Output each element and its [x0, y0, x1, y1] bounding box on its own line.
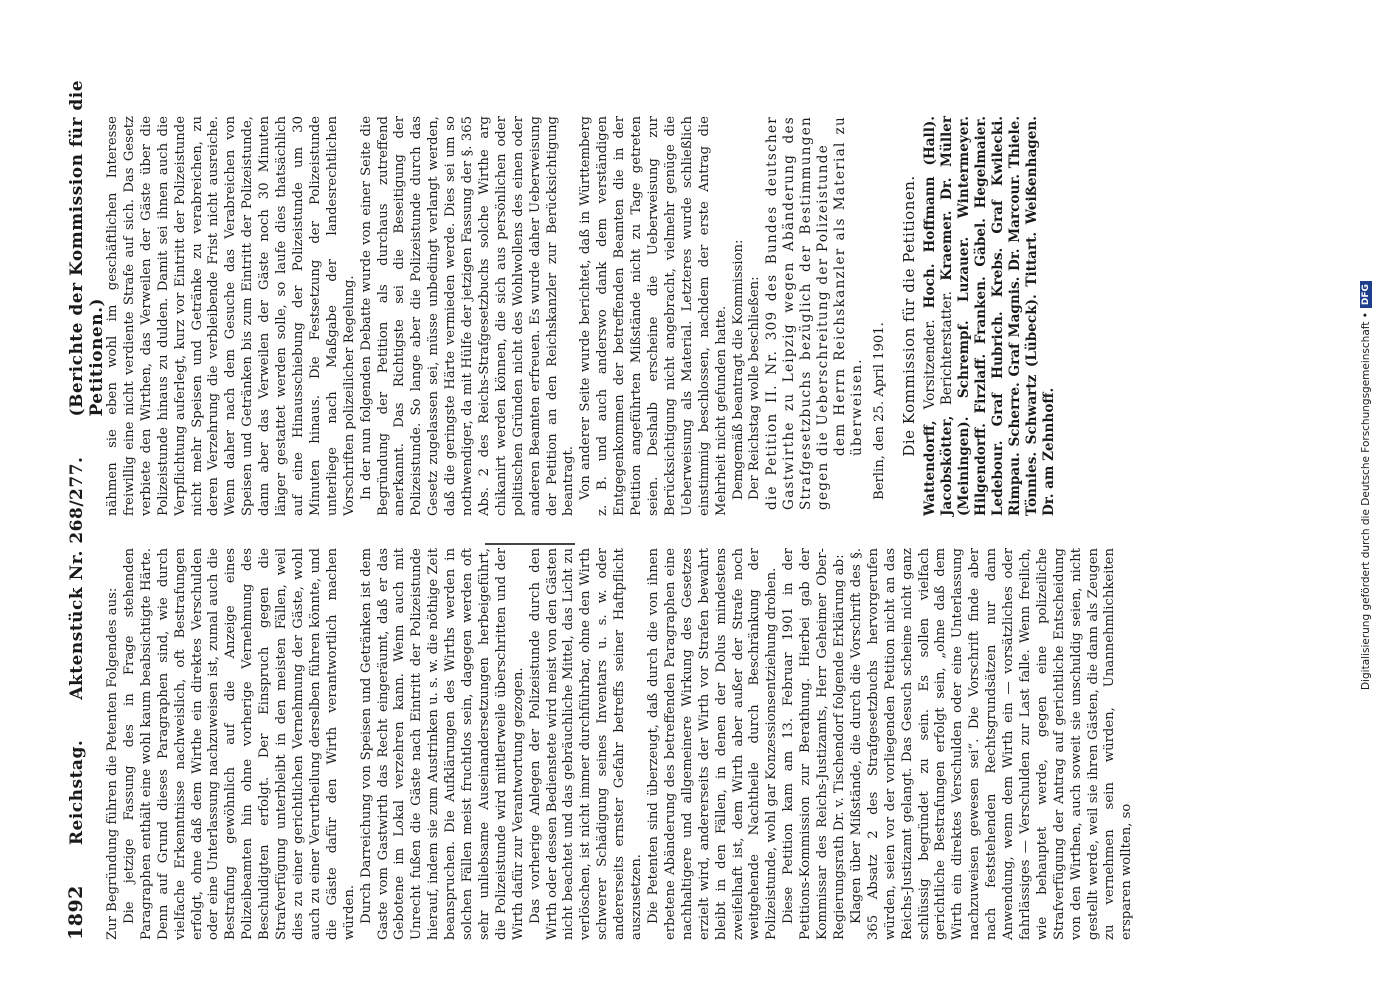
dfg-logo: DFG: [1360, 281, 1372, 308]
paragraph: Das vorherige Anlegen der Polizeistunde durch den Wirth oder dessen Bedienstete wird meist von den Gästen nicht beachtet und das gebräuchliche Mittel, das Licht zu verlöschen, ist nicht immer durchführbar, ohne den Wirth schwerer Schädigung seines Inventars u. s. w. oder andererseits ernster Gefahr betreffs seiner Haftpflicht auszusetzen.: [527, 548, 645, 940]
dfg-credit: [1360, 281, 1372, 690]
paragraph: Die jetzige Fassung des in Frage stehenden Paragraphen enthält eine wohl kaum beabsichtigte Härte. Denn auf Grund dieses Paragraphen sind, wie durch vielfache Erkenntnisse nachweislich, oft Bestrafungen erfolgt, ohne daß dem Wirthe ein direktes Verschulden oder eine Unterlassung nachzuweisen ist, zumal auch die Bestrafung gewöhnlich auf die Anzeige eines Polizeibeamten hin ohne vorherige Vernehmung des Beschuldigten erfolgt. Der Einspruch gegen die Strafverfügung unterbleibt in den meisten Fällen, weil dies zu einer gerichtlichen Vernehmung der Gäste, wohl auch zu einer Verurtheilung derselben führen könnte, und die Gäste dafür den Wirth verantwortlich machen würden.: [121, 548, 357, 940]
paragraph: Zur Begründung führen die Petenten Folgendes aus:: [105, 587, 120, 940]
member-name: Tönnies.: [1023, 451, 1040, 516]
paragraph: Von anderer Seite wurde berichtet, daß in Württemberg z. B. und auch anderswo dank dem verständigen Entgegenkommen der betreffenden Beamten die in der Petition angeführten Mißstände nicht zu Tage getreten seien. Deshalb erscheine die Ueberweisung zur Berücksichtigung nicht angebracht, vielmehr genüge die Ueberweisung als Material. Letzteres wurde schließlich einstimmig beschlossen, nachdem der erste Antrag die Mehrheit nicht gefunden hatte.: [578, 116, 729, 516]
member-name: Scherre.: [1006, 382, 1023, 447]
text-column-left: [105, 548, 1136, 940]
page-number: 1892: [65, 885, 87, 940]
member-name: Dr. Müller (Meiningen).: [938, 116, 972, 516]
member-role: Berichterstatter.: [938, 291, 955, 406]
member-name: Tittart.: [1023, 231, 1040, 287]
member-name: Dr. am Zehnhoff.: [1040, 387, 1057, 516]
commission-title: Die Kommission für die Petitionen.: [899, 175, 918, 457]
member-name: Firzlaff.: [972, 353, 989, 414]
member-name: Hilgendorff.: [972, 423, 989, 516]
member-name: Schrempf.: [955, 320, 972, 399]
member-name: Kraemer.: [938, 210, 955, 281]
column-divider: [485, 543, 575, 545]
member-name: Gäbel.: [972, 218, 989, 267]
member-name: Graf Hubrich.: [989, 311, 1006, 427]
member-name: Luzauer.: [955, 236, 972, 302]
member-name: Hoch.: [921, 263, 938, 309]
member-name: Franken.: [972, 276, 989, 345]
paragraph: In der nun folgenden Debatte wurde von einer Seite die Begründung der Petition als durchaus zutreffend anerkannt. Das Richtigste sei die Beseitigung der Polizeistunde. So lange aber die Polizeistunde durch das Gesetz zugelassen sei, müsse unbedingt verlangt werden, daß die geringste Härte vermieden werde. Dies sei um so nothwendiger, da mit Hülfe der jetzigen Fassung der §. 365 Abs. 2 des Reichs-Strafgesetzbuchs solche Wirthe arg chikanirt werden können, die sich aus persönlichen oder politischen Gründen nicht des Wohlwollens des einen oder anderen Beamten erfreuen. Es wurde daher Ueberweisung der Petition an den Reichskanzler zur Berücksichtigung beantragt.: [358, 116, 577, 516]
member-name: Wintermeyer.: [955, 115, 972, 219]
member-name: Schwartz (Lübeck).: [1023, 294, 1040, 445]
paragraph: nähmen sie eben wohl im geschäftlichen Interesse freiwillig eine nicht verdiente Strafe auf sich. Das Gesetz verbiete den Wirthen, das Verweilen der Gäste über die Polizeistunde hinaus zu dulden. Damit sei ihnen auch die Verpflichtung auferlegt, kurz vor Eintritt der Polizeistunde nicht mehr Speisen und Getränke zu verabreichen, zu deren Verzehrung die verbleibende Frist nicht ausreiche. Wenn daher nach dem Gesuche das Verabreichen von Speisen und Getränken bis zum Eintritt der Polizeistunde, dann aber das Verweilen der Gäste noch 30 Minuten länger gestattet werden solle, so laufe dies thatsächlich auf eine Hinausschiebung der Polizeistunde um 30 Minuten hinaus. Die Festsetzung der Polizeistunde unterliege nach Maßgabe der landesrechtlichen Vorschriften polizeilicher Regelung.: [105, 116, 357, 516]
paragraph: Der Reichstag wolle beschließen:: [747, 276, 763, 500]
member-name: Graf Kwilecki.: [989, 115, 1006, 234]
petition-resolution: dem Herrn Reichskanzler als Material zu überweisen.: [831, 116, 865, 456]
petition-text: die Petition II. Nr. 309 des Bundes deutscher Gastwirthe zu Leipzig wegen Abänderung des Strafgesetzbuchs bezüglich der Bestimmungen gegen die Ueberschreitung der Polizeistunde: [764, 116, 832, 510]
header-title: Aktenstück Nr. 268/277.: [67, 456, 87, 700]
member-name: Rimpau.: [1006, 452, 1023, 516]
rotated-page: [65, 60, 1185, 940]
member-name: Jacobskötter,: [938, 415, 955, 516]
paragraph: Durch Darreichung von Speisen und Getränken ist dem Gaste vom Gastwirth das Recht eingeräumt, daß er das Gebotene im Lokal verzehren kann. Wenn auch mit Unrecht fußen die Gäste nach Eintritt der Polizeistunde hierauf, indem sie zum Austrinken u. s. w. die nöthige Zeit beanspruchen. Die Aufklärungen des Wirths werden in solchen Fällen meist fruchtlos sein, dagegen werden oft sehr unliebsame Auseinandersetzungen herbeigeführt, die Polizeistunde wird mittlerweile überschritten und der Wirth dafür zur Verantwortung gezogen.: [358, 548, 526, 940]
paragraph: Die Petenten sind überzeugt, daß durch die von ihnen erbetene Abänderung des betreffenden Paragraphen eine nachhaltigere und allgemeinere Wirkung des Gesetzes erzielt wird, andererseits der Wirth vor Strafen bewahrt bleibt in den Fällen, in denen der Dolus mindestens zweifelhaft ist, dem Wirth aber außer der Strafe noch weitgehende Nachtheile durch Beschränkung der Polizeistunde, wohl gar Konzessionsentziehung drohen.: [646, 548, 780, 940]
paragraph: Diese Petition kam am 13. Februar 1901 in der Petitions-Kommission zur Berathung. Hierbei gab der Kommissar des Reichs-Justizamts, Herr Geheimer Ober-Regierungsrath Dr. v. Tischendorf folgende Erklärung ab:: [781, 548, 847, 940]
member-name: Weißenhagen.: [1023, 115, 1040, 225]
member-list: [922, 116, 1058, 516]
member-name: Krebs.: [989, 247, 1006, 298]
member-name: Hoffmann (Hall).: [921, 115, 938, 253]
header-right: (Berichte der Kommission für die Petitionen.): [67, 79, 107, 417]
member-role: Vorsitzender.: [921, 319, 938, 410]
credit-text: Digitalisierung gefördert durch die Deutsche Forschungsgemeinschaft •: [1360, 312, 1372, 690]
member-name: Wattendorff,: [921, 420, 938, 516]
member-name: Ledebour.: [989, 440, 1006, 516]
member-name: Thiele.: [1006, 115, 1023, 169]
date-line: Berlin, den 25. April 1901.: [871, 322, 887, 500]
paragraph: Klagen über Mißstände, die durch die Vorschrift des §. 365 Absatz 2 des Strafgesetzbuchs hervorgerufen würden, seien vor der vorliegenden Petition nicht an das Reichs-Justizamt gelangt. Das Gesuch scheine nicht ganz schlüssig begründet zu sein. Es sollen vielfach gerichtliche Bestrafungen erfolgt sein, „ohne daß dem Wirth ein direktes Verschulden oder eine Unterlassung nachzuweisen gewesen sei“. Die Vorschrift finde aber nach feststehenden Rechtsgrundsätzen nur dann Anwendung, wenn dem Wirth ein — vorsätzliches oder fahrlässiges — Verschulden zur Last falle. Wenn freilich, wie behauptet werde, gegen eine polizeiliche Strafverfügung der Antrag auf gerichtliche Entscheidung von den Wirthen, auch soweit sie unschuldig seien, nicht gestellt werde, weil sie ihren Gästen, die dann als Zeugen zu vernehmen sein würden, Unannehmlichkeiten ersparen wollten, so: [848, 548, 1135, 940]
member-name: Graf Magnis.: [1006, 276, 1023, 377]
member-name: Hegelmaier.: [972, 115, 989, 209]
member-name: Dr. Marcour.: [1006, 173, 1023, 271]
header-left: Reichstag.: [67, 739, 87, 846]
text-column-right: [105, 116, 1058, 516]
paragraph: Demgemäß beantragt die Kommission:: [730, 239, 746, 500]
page-header: [65, 60, 107, 940]
